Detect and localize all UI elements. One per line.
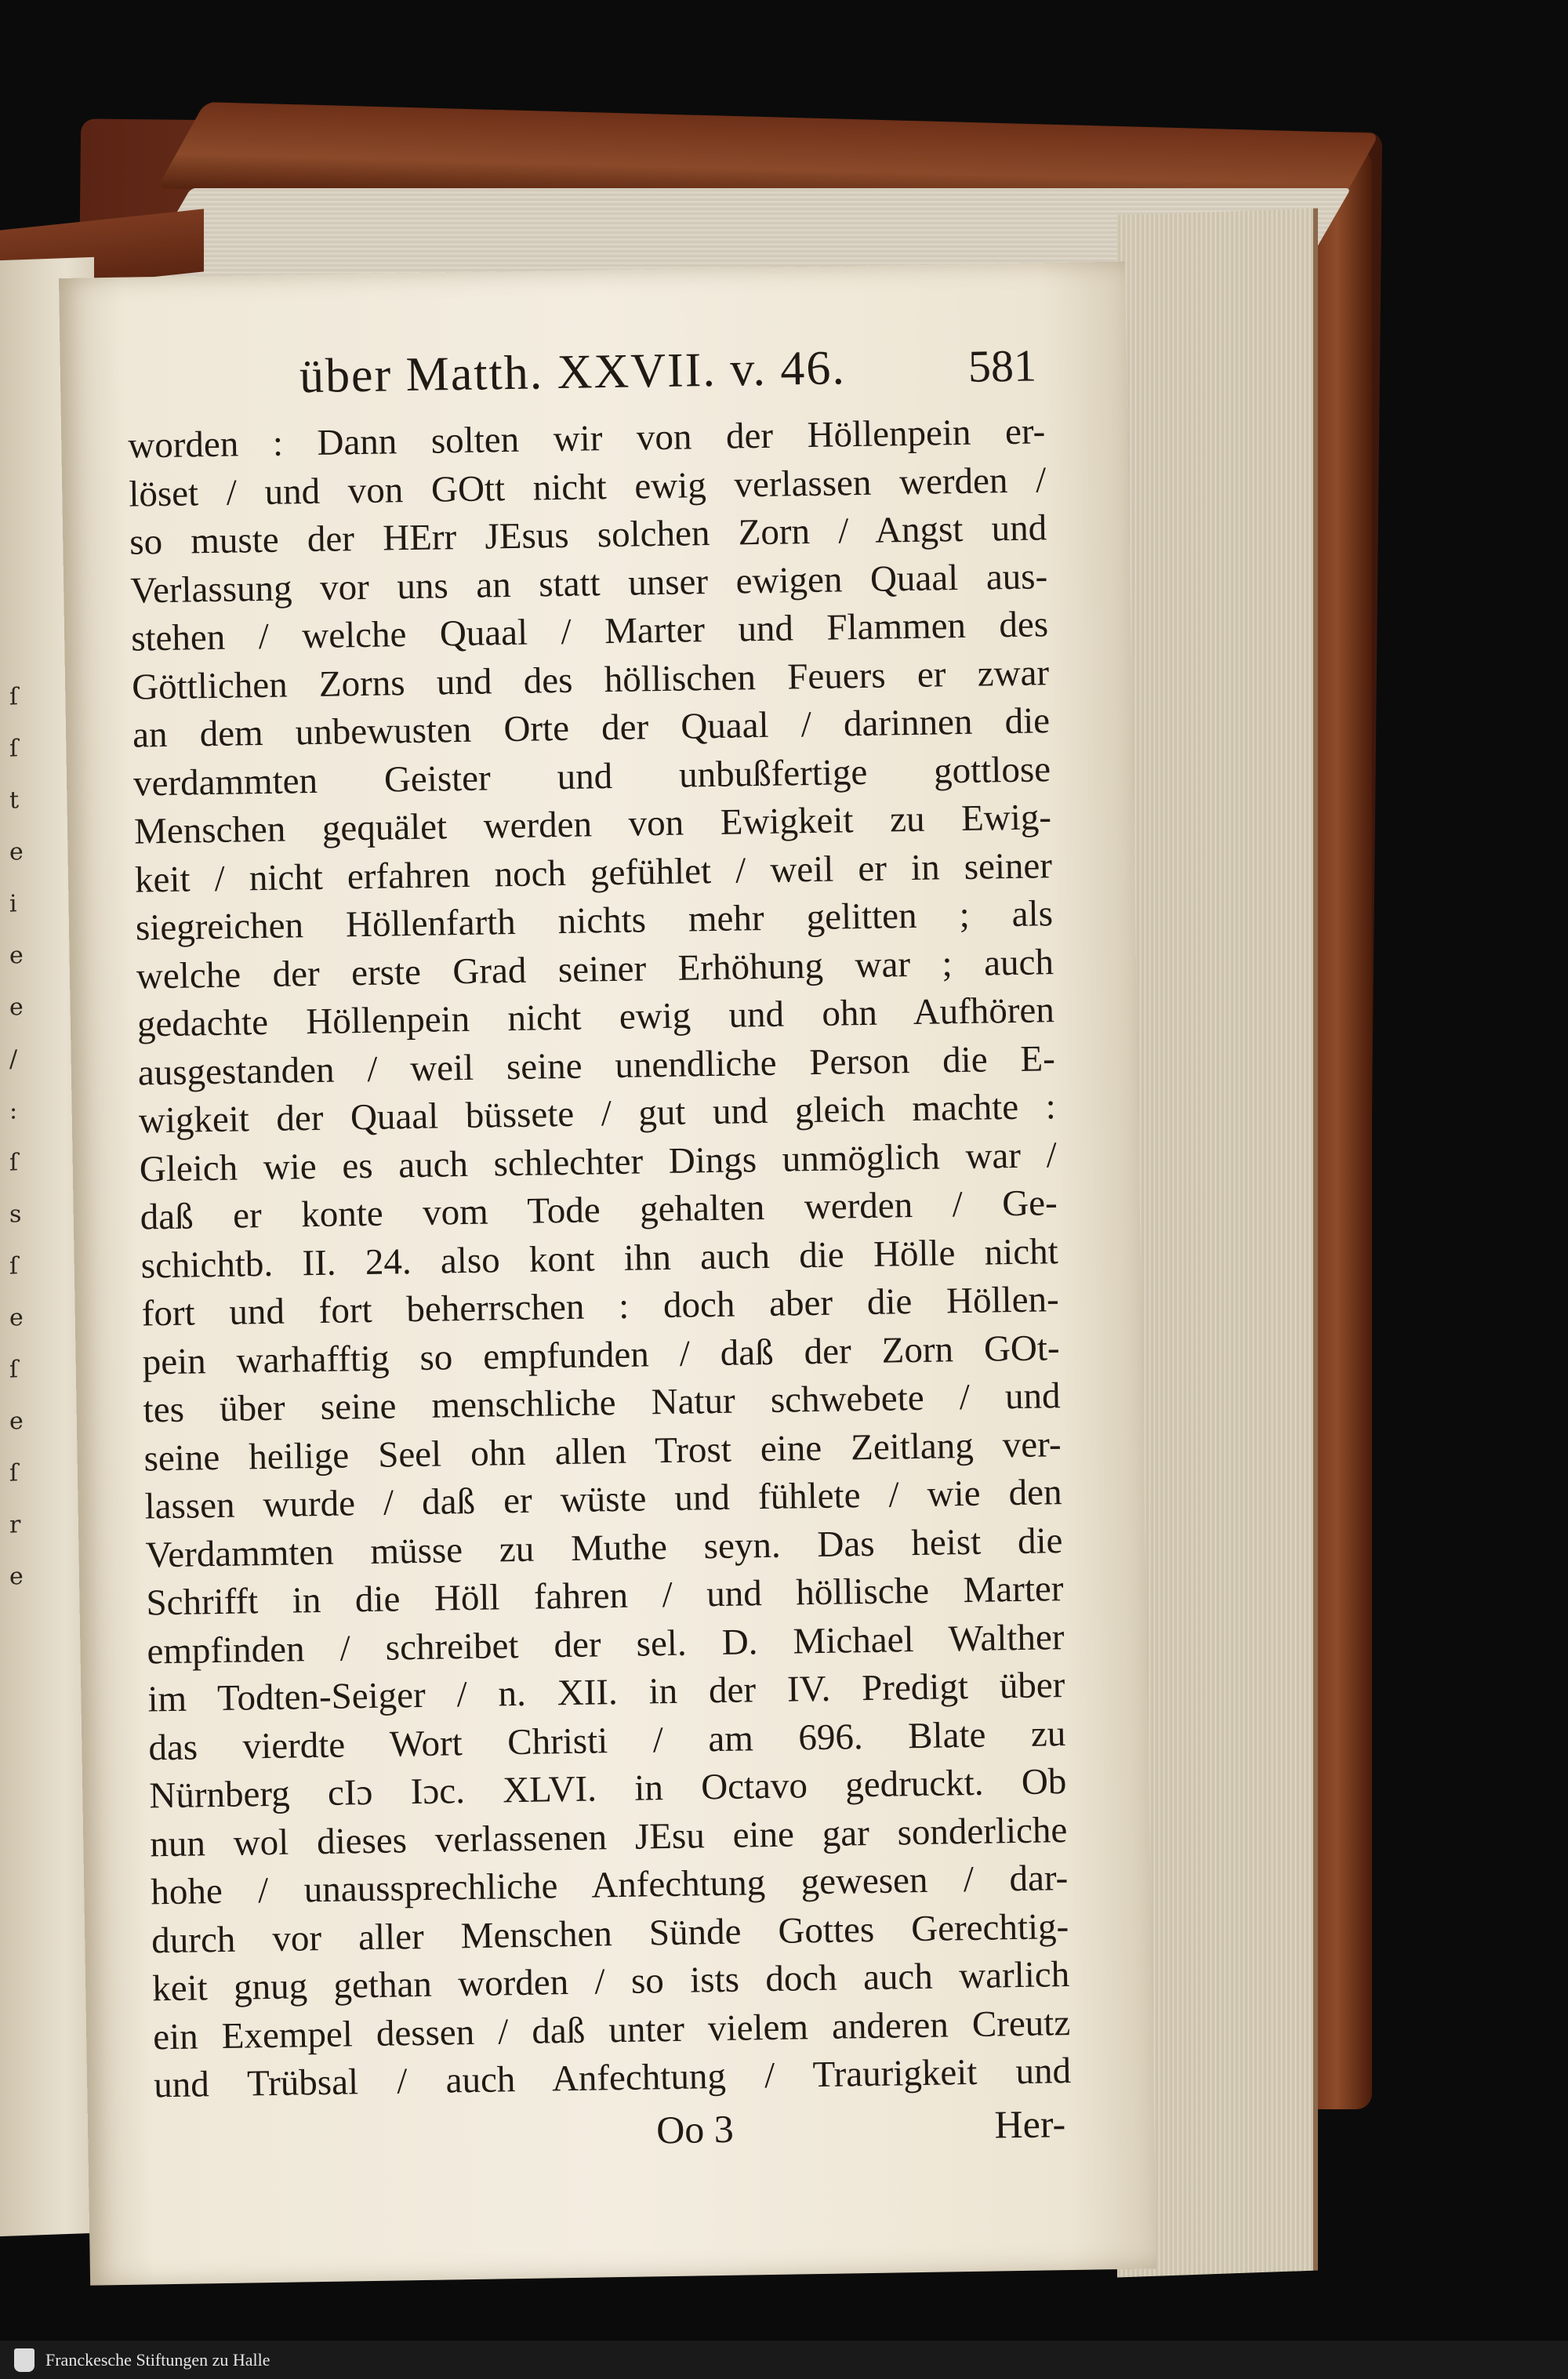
text-line: und Trübsal / auch Anfechtung / Traurigkeit und [153,2050,1072,2106]
left-page-fragment: t [9,786,20,815]
text-line: gedachte Höllenpein nicht ewig und ohn Aufhören [136,990,1055,1045]
page-text-block [126,337,1072,2165]
credit-text: Franckesche Stiftungen zu Halle [45,2350,270,2370]
left-page-fragment: / [9,1045,18,1073]
text-line: Schrifft in die Höll fahren / und höllische Marter [146,1568,1064,1624]
left-page-fragment: i [9,890,17,918]
text-line: ausgestanden / weil seine unendliche Person die E- [137,1037,1056,1094]
text-line: lassen wurde / daß er wüste und fühlete / wie den [144,1472,1062,1527]
left-page-fragment: e [9,1563,24,1591]
left-page-fragment: e [9,1407,24,1436]
left-page-fragment: s [9,1200,22,1229]
left-page-fragment: e [9,993,24,1022]
text-line: wigkeit der Quaal büssete / gut und gleich machte : [138,1086,1057,1142]
text-line: ein Exempel dessen / daß unter vielem anderen Creutz [152,2002,1071,2058]
left-page-fragment: ſ [9,683,19,711]
text-line: löset / und von GOtt nicht ewig verlassen werden / [128,459,1047,515]
text-line: im Todten-Seiger / n. XII. in der IV. Predigt über [147,1665,1065,1720]
text-line: keit / nicht erfahren noch gefühlet / weil er in seiner [134,844,1053,901]
left-page-fragment: ſ [9,1356,19,1384]
text-line: daß er konte vom Tode gehalten werden / Ge- [140,1182,1058,1238]
left-page-fragment: e [9,838,24,866]
page-number: 581 [967,340,1037,392]
text-line: Göttlichen Zorns und des höllischen Feuers er zwar [131,652,1050,708]
text-line: durch vor aller Menschen Sünde Gottes Gerechtig- [151,1905,1069,1961]
text-line: Verdammten müsse zu Muthe seyn. Das heist die [145,1520,1063,1575]
text-line: so muste der HErr JEsus solchen Zorn / Angst und [129,507,1047,563]
text-line: siegreichen Höllenfarth nichts mehr gelitten ; als [135,893,1054,949]
catchword: Her- [994,2101,1066,2147]
left-page-text-fragments [9,682,41,1624]
text-line: keit gnug gethan worden / so ists doch auch warlich [151,1954,1070,2010]
text-line: Nürnberg cIɔ Iɔc. XLVI. in Octavo gedruckt. Ob [149,1761,1067,1817]
running-head: über Matth. XXVII. v. 46. [299,341,847,404]
text-line: empfinden / schreibet der sel. D. Michael Walther [147,1616,1065,1672]
left-page-fragment: ſ [9,1252,19,1280]
text-line: worden : Dann solten wir von der Höllenpein er- [127,411,1046,467]
left-page-fragment: ſ [9,1149,19,1177]
text-line: pein warhafftig so empfunden / daß der Zorn GOt- [142,1327,1060,1382]
text-line: hohe / unaussprechliche Anfechtung gewesen / dar- [150,1858,1069,1913]
left-page-fragment: e [9,942,24,970]
text-line: nun wol dieses verlassenen JEsu eine gar sonderliche [149,1809,1068,1865]
franckesche-stiftungen-logo-icon [14,2348,34,2372]
text-line: Verlassung vor uns an statt unser ewigen Quaal aus- [129,555,1048,612]
text-line: fort und fort beherrschen : doch aber die Höllen- [141,1279,1060,1335]
text-line: verdammten Geister und unbußfertige gottlose [132,748,1051,805]
text-line: stehen / welche Quaal / Marter und Flammen des [130,604,1049,659]
text-line: seine heilige Seel ohn allen Trost eine Zeitlang ver- [143,1423,1062,1479]
text-line: Gleich wie es auch schlechter Dings unmöglich war / [139,1134,1058,1190]
left-page-fragment: ſ [9,735,19,763]
text-line: schichtb. II. 24. also kont ihn auch die Hölle nicht [140,1230,1059,1287]
page-header [126,337,1044,422]
left-page-fragment: ſ [9,1459,19,1487]
left-page-fragment: r [9,1511,21,1539]
left-page-fragment: : [9,1097,18,1125]
text-line: das vierdte Wort Christi / am 696. Blate zu [148,1713,1066,1768]
credit-bar [0,2341,1568,2379]
text-line: an dem unbewusten Orte der Quaal / darinnen die [132,700,1051,756]
right-page [59,262,1156,2286]
left-page-fragment: e [9,1304,24,1332]
page-body [128,408,1072,2110]
text-line: Menschen gequälet werden von Ewigkeit zu Ewig- [133,797,1052,852]
text-line: tes über seine menschliche Natur schwebete / und [143,1375,1061,1431]
signature-mark: Oo 3 [655,2106,735,2152]
text-line: welche der erste Grad seiner Erhöhung war ; auch [136,941,1054,997]
